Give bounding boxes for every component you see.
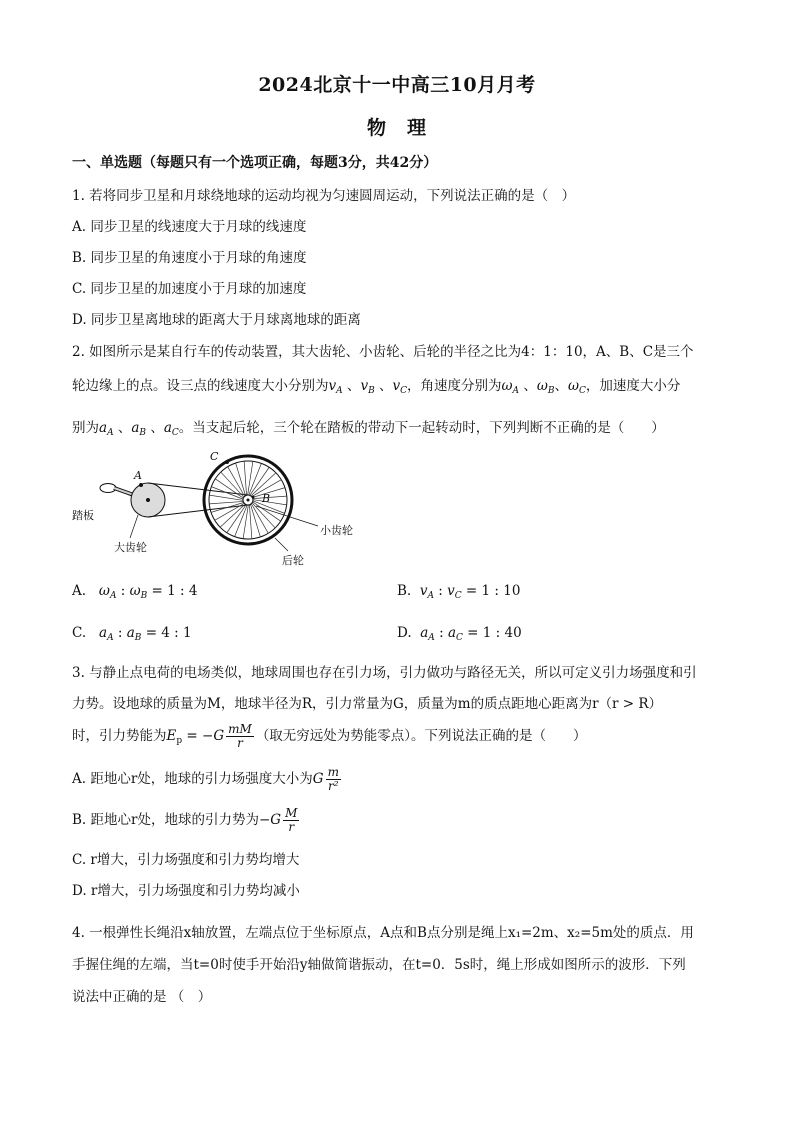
subject-title: 物 理 — [366, 117, 427, 139]
q2-option-d: D. $a_A$ : $a_C = 1$ : 40 — [397, 625, 522, 643]
q1-option-a: A. 同步卫星的线速度大于月球的线速度 — [72, 219, 307, 235]
q2-line2-text-c: ，加速度大小分 — [585, 378, 681, 394]
q2-line3-text-b: 。当支起后轮，三个轮在踏板的带动下一起转动时，下列判断不正确的是（ ） — [178, 420, 665, 436]
q3-line2: 力势。设地球的质量为M，地球半径为R，引力常量为G，质量为m的质点距地心距离为r（r > R） — [72, 696, 663, 712]
q1-stem: 1. 若将同步卫星和月球绕地球的运动均视为匀速圆周运动，下列说法正确的是（ ） — [72, 188, 576, 204]
q4-line3: 说法中正确的是 （ ） — [72, 989, 212, 1005]
q3-line3-text-b: （取无穷远处为势能零点）。下列说法正确的是（ ） — [255, 728, 587, 744]
point-b-label: B — [262, 492, 271, 505]
q3-line3: 时，引力势能为$E_p = -G$ $\frac{mM}{r}$ （取无穷远处为势能零点）。下列说法正确的是（ ） — [72, 722, 587, 750]
q3-option-b: B. 距地心r处，地球的引力势为−G $\frac{M}{r}$ — [72, 806, 298, 834]
section-heading: 一、单选题（每题只有一个选项正确，每题3分，共42分） — [72, 155, 438, 171]
q1-option-d: D. 同步卫星离地球的距离大于月球离地球的距离 — [72, 312, 361, 328]
q3-option-d: D. r增大，引力场强度和引力势均减小 — [72, 883, 300, 899]
q2-line2-text-a: 轮边缘上的点。设三点的线速度大小分别为 — [72, 378, 329, 394]
q4-line1: 4. 一根弹性长绳沿x轴放置，左端点位于坐标原点，A点和B点分别是绳上x₁=2m、x₂=5m处的质点．用 — [72, 925, 694, 941]
q2-line2: 轮边缘上的点。设三点的线速度大小分别为$v_A$ 、$v_B$ 、$v_C$，角速度分别为$\omega_A$ 、$\omega_B$、$\omega_C$，加速度大小分 — [72, 378, 681, 396]
q2-line1: 2. 如图所示是某自行车的传动装置，其大齿轮、小齿轮、后轮的半径之比为4：1：10，A、B、C是三个 — [72, 344, 694, 360]
q3-option-a: A. 距地心r处，地球的引力场强度大小为G $\frac{m}{\text{r²}}$ — [72, 765, 339, 793]
pedal-label: 踏板 — [72, 509, 94, 522]
small-gear-label: 小齿轮 — [320, 524, 353, 537]
point-c-marker — [225, 460, 229, 464]
q2-line3: 别为$a_A$ 、$a_B$ 、$a_C$。当支起后轮，三个轮在踏板的带动下一起转动时，下列判断不正确的是（ ） — [72, 420, 665, 438]
q2-option-b: B. $v_A$ : $v_C = 1$ : 10 — [397, 583, 521, 601]
pedal-shape — [100, 484, 116, 493]
q2-option-c: C. $a_A$ : $a_B = 4$ : 1 — [72, 625, 192, 643]
q3-line3-text-a: 时，引力势能为 — [72, 728, 167, 744]
point-c-label: C — [210, 450, 219, 463]
q1-option-b: B. 同步卫星的角速度小于月球的角速度 — [72, 250, 307, 266]
q3-option-c: C. r增大，引力场强度和引力势均增大 — [72, 852, 300, 868]
rear-wheel-label: 后轮 — [282, 554, 304, 567]
q3-line1: 3. 与静止点电荷的电场类似，地球周围也存在引力场，引力做功与路径无关，所以可定义引力场强度和引 — [72, 665, 697, 681]
point-a-marker — [139, 483, 143, 487]
big-gear-label: 大齿轮 — [114, 541, 147, 554]
q1-option-c: C. 同步卫星的加速度小于月球的加速度 — [72, 281, 307, 297]
q2-line3-text-a: 别为 — [72, 420, 99, 436]
q4-line2: 手握住绳的左端，当t=0时使手开始沿y轴做简谐振动，在t=0．5s时，绳上形成如图所示的波形．下列 — [72, 957, 686, 973]
q2-option-a: A. $\omega_A$ : $\omega_B = 1$ : 4 — [72, 583, 198, 601]
point-b-marker — [252, 496, 255, 499]
bicycle-transmission-figure — [70, 448, 370, 572]
exam-title: 2024北京十一中高三10月月考 — [258, 74, 536, 96]
point-a-label: A — [134, 469, 142, 482]
q2-line2-text-b: ，角速度分别为 — [407, 378, 502, 394]
